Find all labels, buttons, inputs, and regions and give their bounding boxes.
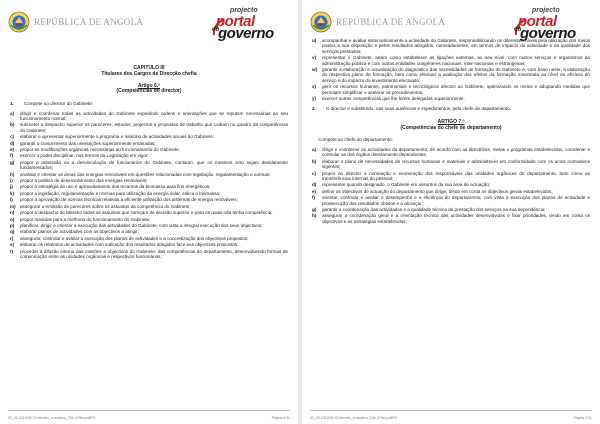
list-item-text: propor ao director a nomeação e exoneração dos responsáveis das unidades orgânicas do departamento, bem como as transferências internas do pessoal; (322, 170, 590, 181)
list-item-letter: f) (312, 195, 316, 201)
list-item-text: exercer outras competências que lhe forem delegadas superiormente. (322, 96, 465, 102)
list-item-text: propor a estratégia de uso e aproveitamento dos recursos da biomassa para fins energéticos; (20, 184, 211, 190)
list-item-text: planificar, dirigir e orientar a execução das actividades do Gabinete, com vista a integral execução dos seus objectivos; (20, 222, 263, 228)
list-item (10, 141, 288, 146)
list-item-text: exercer o poder disciplinar, nos termos da Legislação em vigor; (20, 153, 149, 159)
list-item (312, 195, 590, 206)
list-item-letter: y) (312, 96, 317, 102)
list-item-letter: f) (10, 153, 14, 159)
list-item-letter: l) (10, 197, 13, 203)
footer-reference: 02_03-2010/35 23 decreto_executivo_234_9 Rel.pdf/PG (8, 416, 96, 420)
list-item (10, 217, 288, 222)
list-item (10, 242, 288, 247)
angola-coat-of-arms-icon (310, 11, 332, 33)
list-item (10, 223, 288, 228)
page-header (0, 0, 298, 44)
list-item (312, 189, 590, 194)
competence-list (10, 111, 288, 260)
list-item-text: propor a despacho do Ministro todos os assuntos que careçam de decisão superior e para os quais não tenha competência; (20, 210, 273, 216)
list-item-letter: s) (10, 242, 15, 248)
page-body (10, 66, 288, 260)
logo-governo: governo (520, 25, 576, 42)
list-item (10, 204, 288, 209)
logo-do: do (212, 27, 220, 33)
angola-coat-of-arms-icon (8, 11, 30, 33)
portal-do-governo-logo (212, 7, 292, 41)
article-title: Artigo 6.º (137, 82, 161, 89)
list-item (10, 191, 288, 196)
list-item-text: assegurar a coordenação geral e a orientação técnica das actividades desenvolvidas e fixar prioridades, tendo em conta os objectivos e as estratégias estabelecidos; (322, 213, 590, 224)
list-item-letter: i) (10, 178, 13, 184)
list-item-text: representar o Gabinete, assim como estabelecer as ligações externas, ao seu nível, com outros serviços e organismos da administração pública e com outras entidades congéneres nacionais, inter-nacionais e estrangeiras; (322, 55, 590, 66)
list-item-text: dirigir e coordenar todas as actividades do Gabinete expedindo ordens e orientações que se reputem necessárias ao seu funcionamento normal; (20, 110, 288, 121)
paragraph-intro: Compete ao director do Gabinete: (23, 101, 94, 107)
list-item-text: garantir o cumprimento das orientações superiormente emanadas; (20, 140, 156, 146)
list-item-text: orientar, controlar e avaliar o desempenho e a eficiência do departamento, com vista a execução dos planos de actividade e prossecução dos resultados obtidos e a alcançar; (322, 195, 590, 206)
list-item-text: propor as modificações orgânicas necessárias ao funcionamento do Gabinete; (20, 147, 180, 153)
list-item-letter: h) (10, 171, 15, 177)
list-item-letter: a) (10, 110, 15, 116)
list-item-letter: k) (10, 190, 15, 196)
list-item (10, 160, 288, 171)
portal-do-governo-logo (514, 7, 594, 41)
list-item-text: representar quando designado, o Gabinete em assuntos da sua área de actuação; (322, 182, 491, 188)
footer-reference: 02_03-2010/35 23 decreto_executivo_234_9 Rel.pdf/PG (310, 416, 398, 420)
list-item-text: submeter a despacho superior os pareceres, estudos, projectos e propostas de trabalho que caibam no quadro de competências do Gabinete; (20, 122, 288, 133)
list-item-letter: h) (312, 213, 317, 219)
numbered-paragraph (10, 101, 288, 106)
list-item-text: propor medidas para a melhoria do funcionamento do Gabinete; (20, 216, 151, 222)
list-item-text: definir os objectivos de actuação do departamento que dirige, tendo em conta os objectivos gerais estabelecidos; (322, 188, 553, 194)
list-item-text: garantir a coordenação das actividades e a qualidade técnica da prestação dos serviços na sua dependência; (322, 206, 546, 212)
list-item (10, 134, 288, 139)
list-item-text: elaborar os relatórios de actividades com indicação dos resultados atingidos face aos objectivos propostos; (20, 242, 239, 248)
logo-portal: portal (518, 13, 557, 30)
list-item-text: elaborar planos de actividades com os objectivos a atingir; (20, 229, 139, 235)
list-item-letter: c) (312, 170, 317, 176)
list-item (10, 147, 288, 152)
list-item (10, 111, 288, 122)
logo-governo: governo (218, 25, 274, 42)
list-item-letter: g) (10, 159, 15, 165)
list-item (10, 236, 288, 241)
list-item (10, 178, 288, 183)
article-subtitle: (Competências do director) (116, 88, 182, 95)
list-item (312, 55, 590, 66)
logo-do: do (514, 27, 522, 33)
list-item-text: assegurar, controlar e avaliar a execução dos planos de actividades e a concretização dos objectivos propostos; (20, 235, 249, 241)
list-item (312, 159, 590, 170)
list-item-letter: o) (10, 216, 15, 222)
list-item-letter: e) (312, 188, 317, 194)
list-item (10, 172, 288, 177)
page-body (312, 38, 590, 225)
numbered-paragraph (312, 106, 590, 111)
list-item (312, 182, 590, 187)
list-item-text: gerir os recursos humanos, patrimoniais e tecnológicos afectos ao Gabinete, optimizando os meios e adoptando medidas que permitam simplificar e acelerar os procedimentos; (322, 84, 590, 95)
list-item-letter: t) (10, 248, 14, 254)
list-item-letter: d) (10, 140, 15, 146)
list-item-letter: b) (312, 158, 317, 164)
list-item-text: assegurar a emissão de pareceres sobre os assuntos da competência do Gabinete; (20, 203, 191, 209)
page-footer (310, 412, 592, 420)
list-item-letter: w) (312, 67, 318, 73)
list-item (312, 84, 590, 95)
list-item-letter: u) (312, 38, 317, 43)
list-item (10, 184, 288, 189)
list-item-letter: r) (10, 235, 14, 241)
list-item-text: propor a política de desenvolvimento das energias renováveis; (20, 178, 148, 184)
chapter-subtitle: Titulares dos Cargos de Direcção chefia (101, 70, 197, 77)
list-item-letter: a) (312, 146, 317, 152)
list-item (10, 122, 288, 133)
list-item-text: proceder à difusão interna das missões e objectivos do Gabinete, das competências do departamento, desenvolvendo formas de comunicação entre as unidades orgânicas e respectivos funcionários; (20, 248, 288, 259)
footer-rule (8, 410, 290, 411)
page-number: Página 6/11 (271, 416, 290, 420)
list-item (312, 38, 590, 54)
list-item (10, 153, 288, 158)
chapter-title: CAPITULO III (133, 65, 165, 71)
republic-title: REPÚBLICA DE ANGOLA (336, 17, 446, 27)
list-item-text: propor a legislação, regulamentação e normas para utilização da energia solar, eólica e biomassa; (20, 190, 221, 196)
list-item-letter: b) (10, 122, 15, 128)
list-item-letter: d) (312, 182, 317, 188)
document-page-right (302, 0, 600, 424)
list-item (312, 96, 590, 101)
list-item-text: analisar e orientar as áreas das energias renováveis em questões relacionadas com legislação, regulamentação e normas; (20, 171, 271, 177)
list-item-text: elaborar o plano de necessidades de recursos humanos e materiais e administra-lo em conformidade com os actos normativos vigentes; (322, 158, 590, 170)
list-item-text: acompanhar e avaliar sistematicamente a actividade do Gabinete, responsabilizando os diferentes níveis pela utilização dos meios postos a sua disposição e pelos resultados atingidos, nomeadamente, em termos de impacto da actividade e da qualidade dos serviços prestados; (322, 38, 590, 54)
list-item (312, 213, 590, 224)
list-item-letter: m) (10, 203, 16, 209)
list-item-letter: p) (10, 222, 15, 228)
paragraph-number: 1. (10, 101, 14, 107)
list-item-letter: v) (312, 55, 317, 61)
list-item-text: propor a admissão ou a desvinculação de funcionários do Gabinete, contanto, que os mesmos acto sejam devidamente fundamentados; (20, 159, 288, 171)
footer-rule (310, 410, 592, 411)
list-item-text: garantir a elaboração e actualização do diagnóstico das necessidades de formação do Gabinete e, com base neste, a elaboração do respectivo plano de formação, bem como efectuar a avaliação dos efeitos da formação ministrada ao nível da eficácia do serviço e do impacto do investimento efectuado; (322, 67, 590, 83)
list-item-letter: q) (10, 229, 15, 235)
list-item (312, 147, 590, 158)
logo-projecto: projecto (532, 7, 560, 14)
list-item-letter: g) (312, 206, 317, 212)
list-item-letter: j) (10, 184, 13, 190)
list-item-letter: e) (10, 147, 15, 153)
list-item-letter: c) (10, 134, 15, 140)
list-item (10, 249, 288, 260)
list-item-text: propor a aprovação de normas técnicas relativas à eficiente utilização dos sistemas de energia renováveis; (20, 197, 238, 203)
list-item (10, 229, 288, 234)
logo-portal: portal (216, 13, 255, 30)
list-item (10, 210, 288, 215)
document-page-left (0, 0, 298, 424)
page-footer (8, 412, 290, 420)
article-intro: Compete ao chefe do departamento: (318, 137, 393, 143)
list-item (312, 67, 590, 83)
paragraph-text: O director e substituído, nas suas ausências e impedimentos, pelo chefe de departamento. (325, 106, 511, 112)
competence-list (312, 147, 590, 224)
list-item (312, 171, 590, 182)
list-item-letter: x) (312, 84, 317, 90)
list-item-text: elaborar e apresentar superiormente o programa e relatório de actividades anuais do Gabinete; (20, 134, 215, 140)
list-item (312, 207, 590, 212)
paragraph-number: 2. (312, 106, 316, 112)
competence-list-continued (312, 38, 590, 101)
republic-title: REPÚBLICA DE ANGOLA (34, 17, 144, 27)
list-item (10, 197, 288, 202)
article-subtitle: (Competências do chefe de departamento) (400, 124, 502, 131)
page-number: Página 7/11 (573, 416, 592, 420)
article-title: ARTIGO 7.º (437, 118, 465, 125)
list-item-text: dirigir e coordenar as actividades do departamento, de acordo com as directrizes, metas e programas estabelecidos, coordenar e controlar as dos órgãos directamente dependentes; (322, 146, 590, 158)
logo-projecto: projecto (230, 7, 258, 14)
list-item-letter: n) (10, 210, 15, 216)
